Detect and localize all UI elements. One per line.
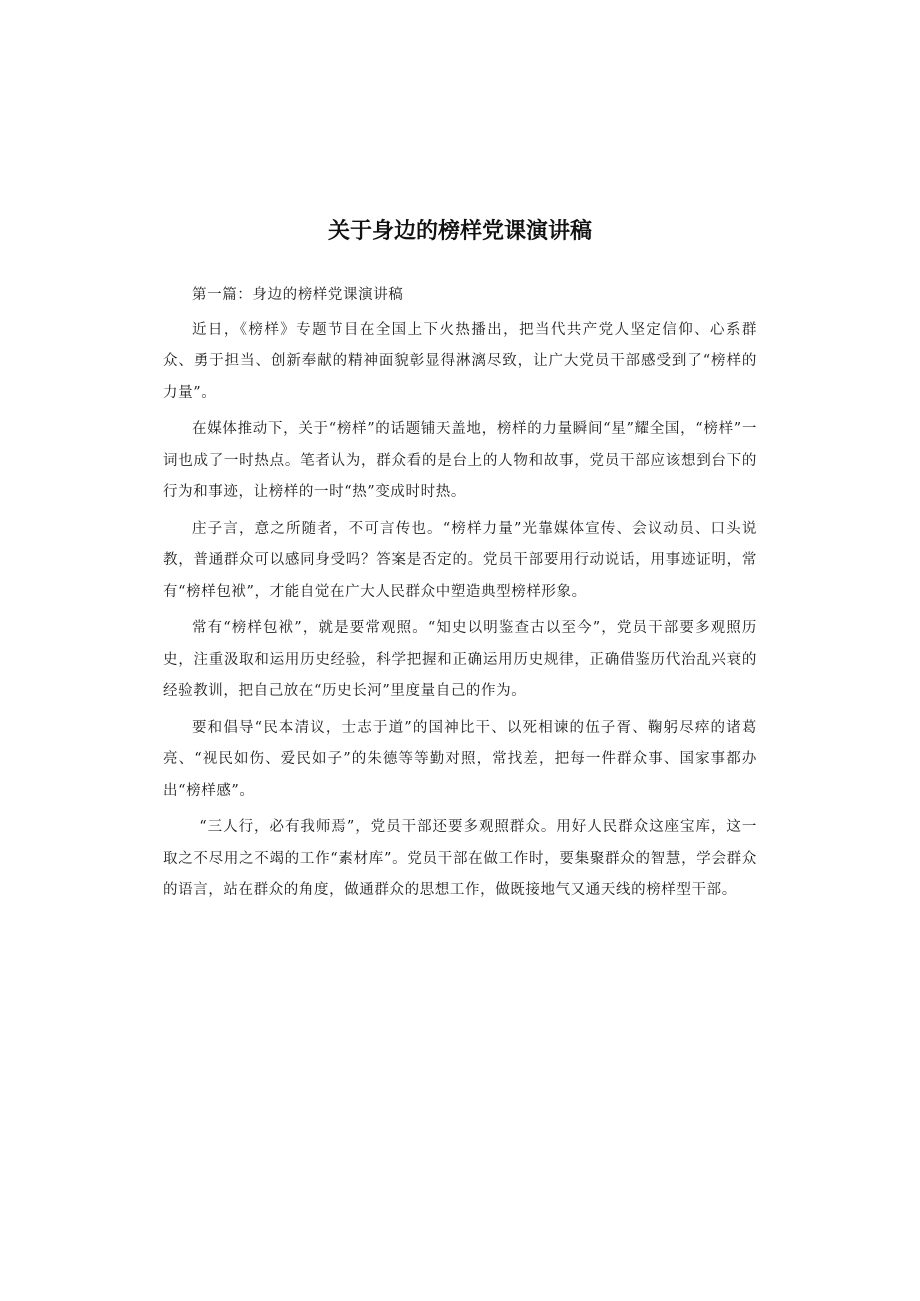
paragraph-5: 要和倡导“民本清议，士志于道”的国神比干、以死相谏的伍子胥、鞠躬尽瘁的诸葛亮、“视民如伤、爱民如子”的朱德等等勤对照，常找差，把每一件群众事、国家事都办出“榜样感”。 [163, 719, 757, 799]
paragraph-6: “三人行，必有我师焉”，党员干部还要多观照群众。用好人民群众这座宝库，这一取之不尽用之不竭的工作“素材库”。党员干部在做工作时，要集聚群众的智慧，学会群众的语言，站在群众的角度，做通群众的思想工作，做既接地气又通天线的榜样型干部。 [163, 819, 757, 898]
document-title: 关于身边的榜样党课演讲稿 [327, 219, 592, 244]
document-body [163, 280, 757, 912]
paragraph-2: 在媒体推动下，关于“榜样”的话题铺天盖地，榜样的力量瞬间“星”耀全国，“榜样”一词也成了一时热点。笔者认为，群众看的是台上的人物和故事，党员干部应该想到台下的行为和事迹，让榜样的一时“热”变成时时热。 [163, 421, 757, 500]
paragraph-4: 常有“榜样包袱”，就是要常观照。“知史以明鉴查古以至今”，党员干部要多观照历史，注重汲取和运用历史经验，科学把握和正确运用历史规律，正确借鉴历代治乱兴衰的经验教训，把自己放在“历史长河”里度量自己的作为。 [163, 620, 757, 699]
paragraph-3: 庄子言，意之所随者，不可言传也。“榜样力量”光靠媒体宣传、会议动员、口头说教，普通群众可以感同身受吗？答案是否定的。党员干部要用行动说话，用事迹证明，常有“榜样包袱”，才能自觉在广大人民群众中塑造典型榜样形象。 [163, 520, 757, 600]
section-subheading: 第一篇：身边的榜样党课演讲稿 [192, 287, 404, 303]
paragraph-1: 近日，《榜样》专题节目在全国上下火热播出，把当代共产党人坚定信仰、心系群众、勇于担当、创新奉献的精神面貌彰显得淋漓尽致，让广大党员干部感受到了“榜样的力量”。 [163, 321, 757, 401]
